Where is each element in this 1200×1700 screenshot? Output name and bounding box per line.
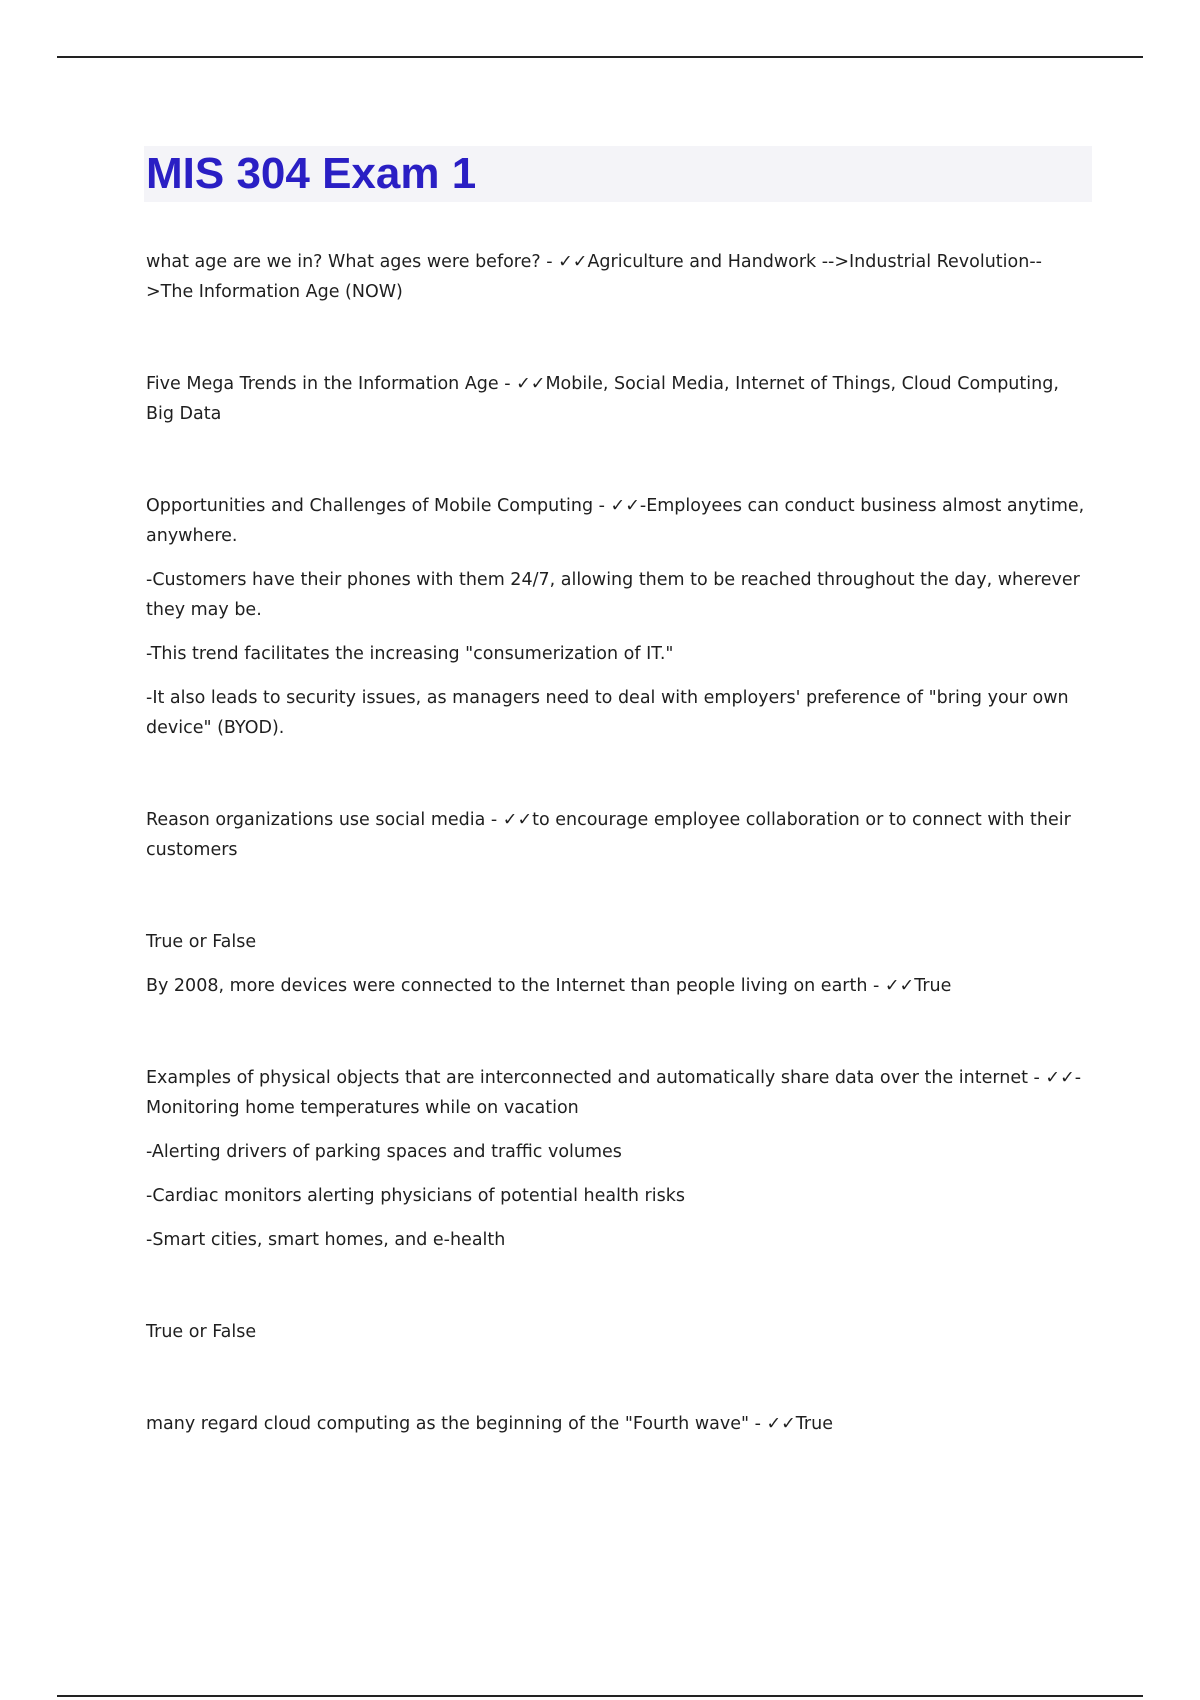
page-title: MIS 304 Exam 1 (146, 149, 477, 198)
qa-item (146, 1063, 1086, 1255)
qa-paragraph: many regard cloud computing as the beginning of the "Fourth wave" - ✓✓True (146, 1414, 833, 1434)
qa-paragraph: -It also leads to security issues, as managers need to deal with employers' preference of "bring your own device" (BYOD). (146, 688, 1069, 738)
qa-paragraph: Five Mega Trends in the Information Age - ✓✓Mobile, Social Media, Internet of Things, Cloud Computing, Big Data (146, 374, 1059, 424)
document-body (146, 247, 1086, 1501)
qa-item (146, 805, 1086, 865)
qa-paragraph: Examples of physical objects that are interconnected and automatically share data over the internet - ✓✓-Monitoring home temperatures while on vacation (146, 1068, 1082, 1118)
qa-paragraph: -This trend facilitates the increasing "consumerization of IT." (146, 644, 674, 664)
qa-paragraph: -Customers have their phones with them 24/7, allowing them to be reached throughout the day, wherever they may be. (146, 570, 1080, 620)
qa-item (146, 247, 1086, 307)
qa-item (146, 1317, 1086, 1347)
qa-item (146, 369, 1086, 429)
qa-paragraph: By 2008, more devices were connected to the Internet than people living on earth - ✓✓True (146, 976, 952, 996)
qa-paragraph: what age are we in? What ages were before? - ✓✓Agriculture and Handwork -->Industrial Revolution-->The Information Age (NOW) (146, 252, 1042, 302)
qa-paragraph: True or False (146, 1322, 257, 1342)
bottom-rule (57, 1695, 1143, 1697)
qa-paragraph: Reason organizations use social media - ✓✓to encourage employee collaboration or to connect with their customers (146, 810, 1071, 860)
qa-paragraph: True or False (146, 932, 257, 952)
qa-paragraph: -Alerting drivers of parking spaces and traffic volumes (146, 1142, 622, 1162)
qa-item (146, 491, 1086, 743)
qa-paragraph: -Smart cities, smart homes, and e-health (146, 1230, 506, 1250)
qa-item (146, 1409, 1086, 1439)
qa-paragraph: Opportunities and Challenges of Mobile Computing - ✓✓-Employees can conduct business almost anytime, anywhere. (146, 496, 1085, 546)
qa-item (146, 927, 1086, 1001)
top-rule (57, 56, 1143, 58)
qa-paragraph: -Cardiac monitors alerting physicians of potential health risks (146, 1186, 685, 1206)
